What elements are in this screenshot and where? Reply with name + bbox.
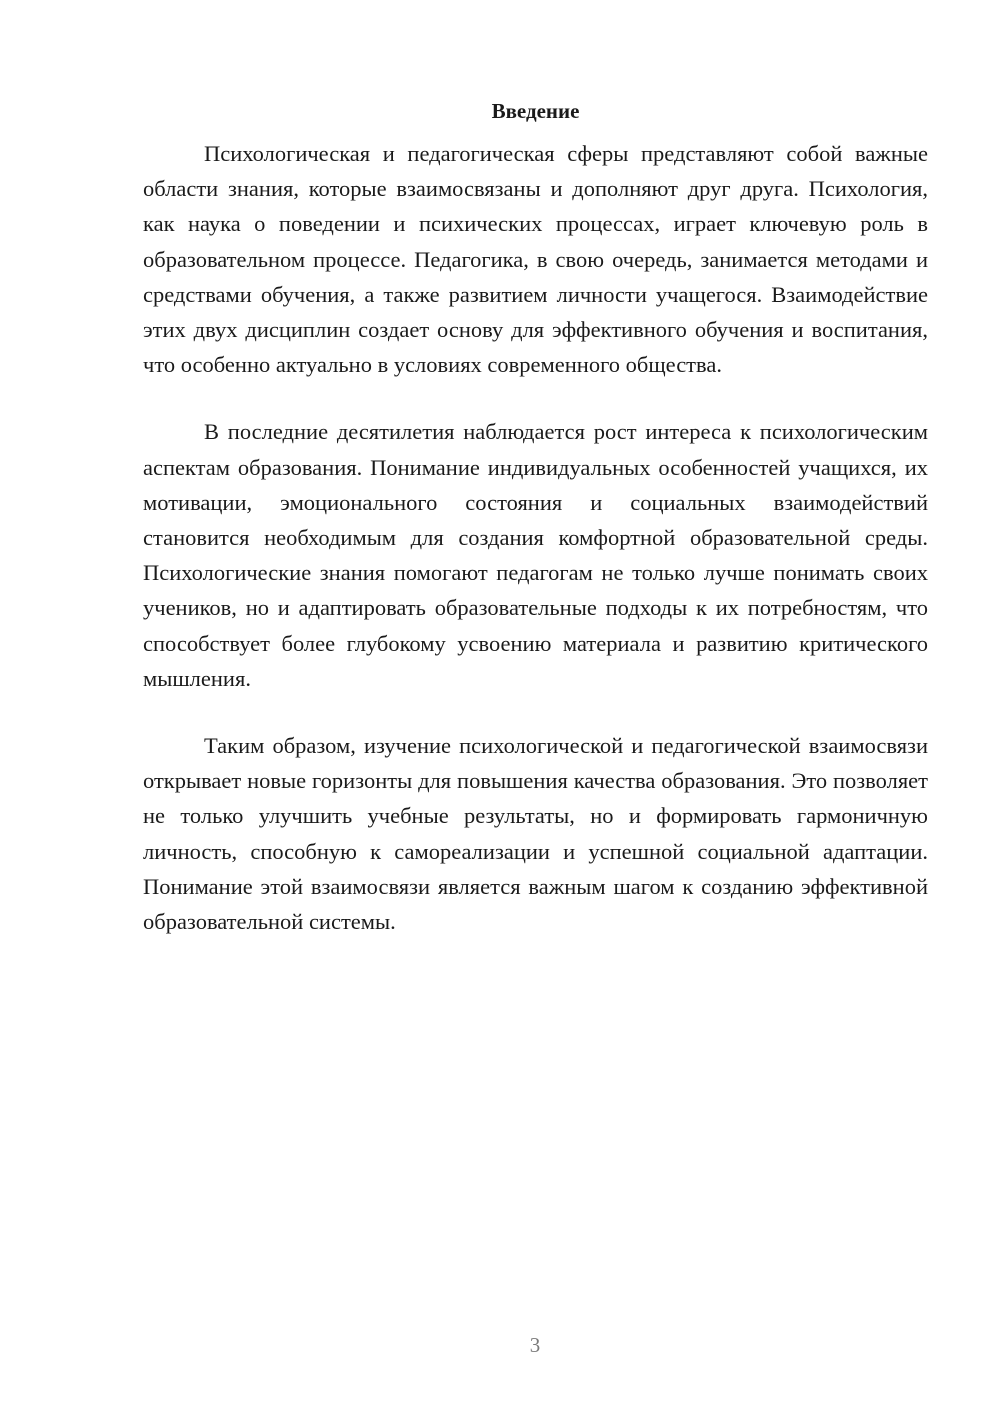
section-title: Введение [491,99,580,123]
paragraph-2: В последние десятилетия наблюдается рост интереса к психологическим аспектам образования. Понимание индивидуальных особенностей учащихся, их мотивации, эмоционального состояния и социальных взаимодействий становится необходимым для создания комфортной образовательной среды. Психологические знания помогают педагогам не только лучше понимать своих учеников, но и адаптировать образовательные подходы к их потребностям, что способствует более глубокому усвоению материала и развитию критического мышления. [143,419,928,691]
page-number: 3 [529,1333,541,1357]
paragraph-1: Психологическая и педагогическая сферы представляют собой важные области знания, которые взаимосвязаны и дополняют друг друга. Психология, как наука о поведении и психических процессах, играет ключевую роль в образовательном процессе. Педагогика, в свою очередь, занимается методами и средствами обучения, а также развитием личности учащегося. Взаимодействие этих двух дисциплин создает основу для эффективного обучения и воспитания, что особенно актуально в условиях современного общества. [143,141,928,378]
paragraph-3: Таким образом, изучение психологической и педагогической взаимосвязи открывает новые горизонты для повышения качества образования. Это позволяет не только улучшить учебные результаты, но и формировать гармоничную личность, способную к самореализации и успешной социальной адаптации. Понимание этой взаимосвязи является важным шагом к созданию эффективной образовательной системы. [143,733,928,935]
page-content [143,96,928,971]
